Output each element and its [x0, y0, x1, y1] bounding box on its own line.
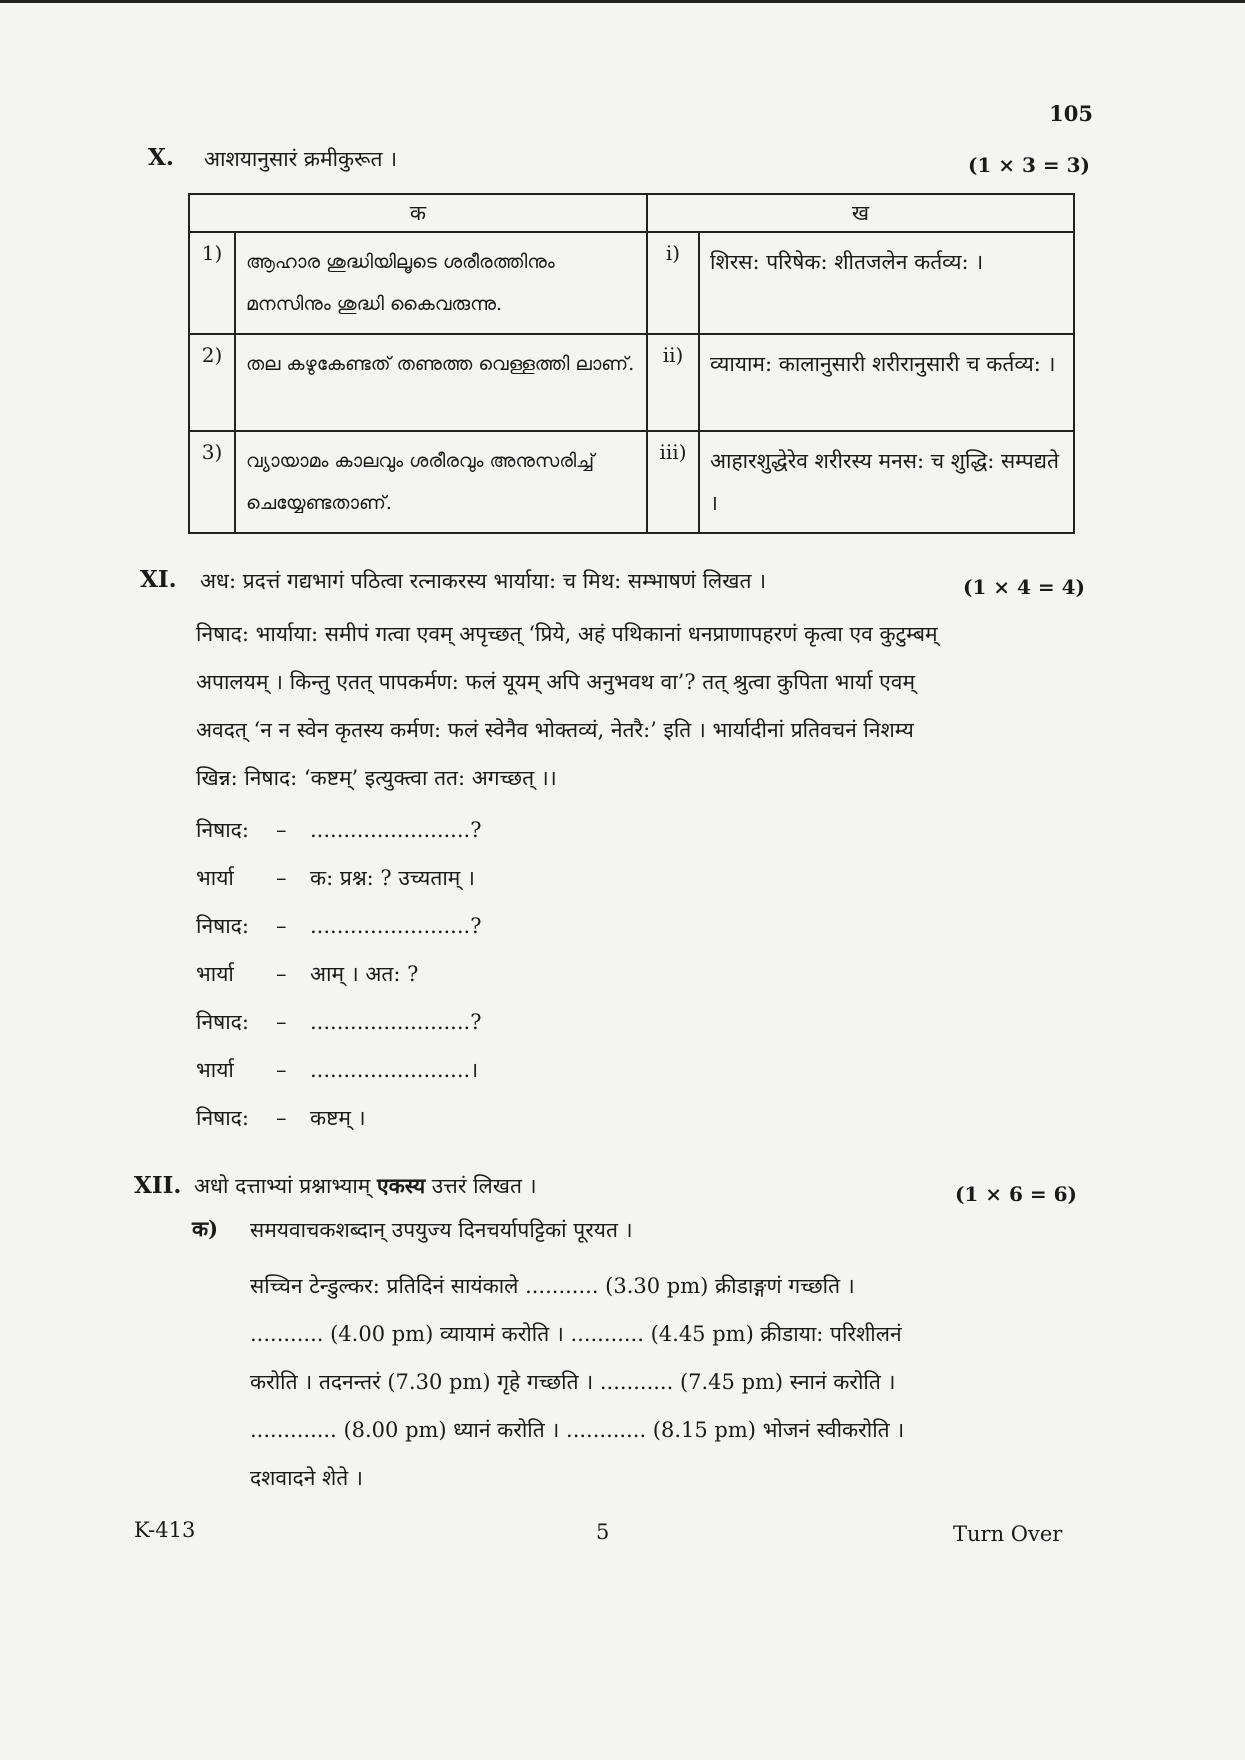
- turn-over-label: Turn Over: [953, 1522, 1063, 1546]
- footer-page-number: 5: [596, 1520, 610, 1544]
- sanskrit-statement: शिरस: परिषेक: शीतजलेन कर्तव्य: ।: [699, 232, 1074, 334]
- malayalam-statement: വ്യായാമം കാലവും ശരീരവും അനുസരിച്ച് ചെയ്യേണ്ടതാണ്.: [235, 431, 647, 533]
- routine-line: ........... (4.00 pm) व्यायामं करोति । ........... (4.45 pm) क्रीडाया: परिशीलनं: [250, 1322, 902, 1346]
- passage-line: खिन्न: निषाद: ‘कष्टम्’ इत्युक्त्वा तत: अगच्छत् ।।: [196, 766, 557, 790]
- dialogue-line: [196, 806, 481, 854]
- malayalam-statement: തല കഴുകേണ്ടത് തണുത്ത വെള്ളത്തി ലാണ്.: [235, 334, 647, 431]
- passage-line: निषाद: भार्याया: समीपं गत्वा एवम् अपृच्छत् ‘प्रिये, अहं पथिकानां धनप्राणापहरणं कृत्वा एव कुटुम्बम्: [196, 622, 938, 646]
- dash: –: [276, 818, 287, 842]
- dialogue-text: कष्टम् ।: [310, 1106, 366, 1130]
- page-number: 105: [1049, 101, 1093, 126]
- match-table: [188, 193, 1075, 534]
- table-row: [189, 232, 1074, 334]
- row-number: 3): [189, 431, 235, 533]
- passage: [196, 610, 1086, 802]
- table-row: [189, 431, 1074, 533]
- option-number: ii): [647, 334, 699, 431]
- row-number: 2): [189, 334, 235, 431]
- column-header-ka: क: [189, 194, 647, 232]
- row-number: 1): [189, 232, 235, 334]
- dash: –: [276, 1058, 287, 1082]
- dialogue-text: ........................?: [310, 818, 482, 842]
- table-row: [189, 334, 1074, 431]
- speaker: भार्या: [196, 1058, 234, 1082]
- daily-routine-text: [250, 1262, 1030, 1502]
- sanskrit-statement: आहारशुद्धेरेव शरीरस्य मनस: च शुद्धि: सम्पद्यते ।: [699, 431, 1074, 533]
- top-border: [0, 0, 1245, 3]
- passage-line: अवदत् ‘न न स्वेन कृतस्य कर्मण: फलं स्वेनैव भोक्तव्यं, नेतरै:’ इति । भार्यादीनां प्रतिवचनं निशम्य: [196, 718, 914, 742]
- dash: –: [276, 1010, 287, 1034]
- sanskrit-statement: व्यायाम: कालानुसारी शरीरानुसारी च कर्तव्य: ।: [699, 334, 1074, 431]
- speaker: निषाद:: [196, 1106, 249, 1130]
- passage-line: अपालयम् । किन्तु एतत् पापकर्मण: फलं यूयम् अपि अनुभवथ वा’? तत् श्रुत्वा कुपिता भार्या एवम्: [196, 670, 916, 694]
- dialogue-text: ........................।: [310, 1058, 479, 1082]
- dialogue: [196, 806, 481, 1142]
- option-number: i): [647, 232, 699, 334]
- dialogue-line: [196, 854, 481, 902]
- instruction-text: अधो दत्ताभ्यां प्रश्नाभ्याम्: [194, 1174, 378, 1198]
- question-10-instruction: आशयानुसारं क्रमीकुरूत ।: [204, 147, 398, 171]
- speaker: भार्या: [196, 866, 234, 890]
- dialogue-text: क: प्रश्न: ? उच्यताम् ।: [310, 866, 475, 890]
- dialogue-line: [196, 998, 481, 1046]
- question-12-number: XII.: [134, 1172, 182, 1199]
- speaker: निषाद:: [196, 818, 249, 842]
- instruction-emphasis: एकस्य: [377, 1173, 426, 1198]
- dialogue-line: [196, 1094, 481, 1142]
- routine-line: ............. (8.00 pm) ध्यानं करोति । ............ (8.15 pm) भोजनं स्वीकरोति ।: [250, 1418, 905, 1442]
- malayalam-statement: ആഹാര ശുദ്ധിയിലൂടെ ശരീരത്തിനും മനസിനും ശുദ്ധി കൈവരുന്നു.: [235, 232, 647, 334]
- routine-line: करोति । तदनन्तरं (7.30 pm) गृहे गच्छति । ........... (7.45 pm) स्नानं करोति ।: [250, 1370, 896, 1394]
- dialogue-line: [196, 1046, 481, 1094]
- dash: –: [276, 1106, 287, 1130]
- question-12-instruction: [194, 1172, 537, 1200]
- dialogue-line: [196, 950, 481, 998]
- column-header-kha: ख: [647, 194, 1074, 232]
- dialogue-text: ........................?: [310, 1010, 482, 1034]
- question-11-marks: (1 × 4 = 4): [962, 575, 1085, 599]
- question-10-number: X.: [148, 144, 174, 171]
- dialogue-text: आम् । अत: ?: [310, 962, 419, 986]
- paper-code: K-413: [134, 1518, 196, 1542]
- instruction-text: उत्तरं लिखत ।: [425, 1174, 537, 1198]
- routine-line: सच्चिन टेन्डुल्कर: प्रतिदिनं सायंकाले ........... (3.30 pm) क्रीडाङ्गणं गच्छति ।: [250, 1274, 855, 1298]
- dash: –: [276, 962, 287, 986]
- question-12-marks: (1 × 6 = 6): [954, 1182, 1077, 1206]
- sub-question-label: क): [192, 1216, 219, 1241]
- match-table-header: [189, 194, 1074, 232]
- dash: –: [276, 866, 287, 890]
- dialogue-text: ........................?: [310, 914, 482, 938]
- dialogue-line: [196, 902, 481, 950]
- sub-question-instruction: समयवाचकशब्दान् उपयुज्य दिनचर्यापट्टिकां पूरयत ।: [250, 1218, 633, 1242]
- speaker: भार्या: [196, 962, 234, 986]
- speaker: निषाद:: [196, 1010, 249, 1034]
- question-11-number: XI.: [140, 566, 177, 593]
- option-number: iii): [647, 431, 699, 533]
- speaker: निषाद:: [196, 914, 249, 938]
- question-10-marks: (1 × 3 = 3): [967, 153, 1090, 177]
- question-11-instruction: अध: प्रदत्तं गद्यभागं पठित्वा रत्नाकरस्य भार्याया: च मिथ: सम्भाषणं लिखत ।: [200, 569, 767, 593]
- routine-line: दशवादने शेते ।: [250, 1466, 363, 1490]
- dash: –: [276, 914, 287, 938]
